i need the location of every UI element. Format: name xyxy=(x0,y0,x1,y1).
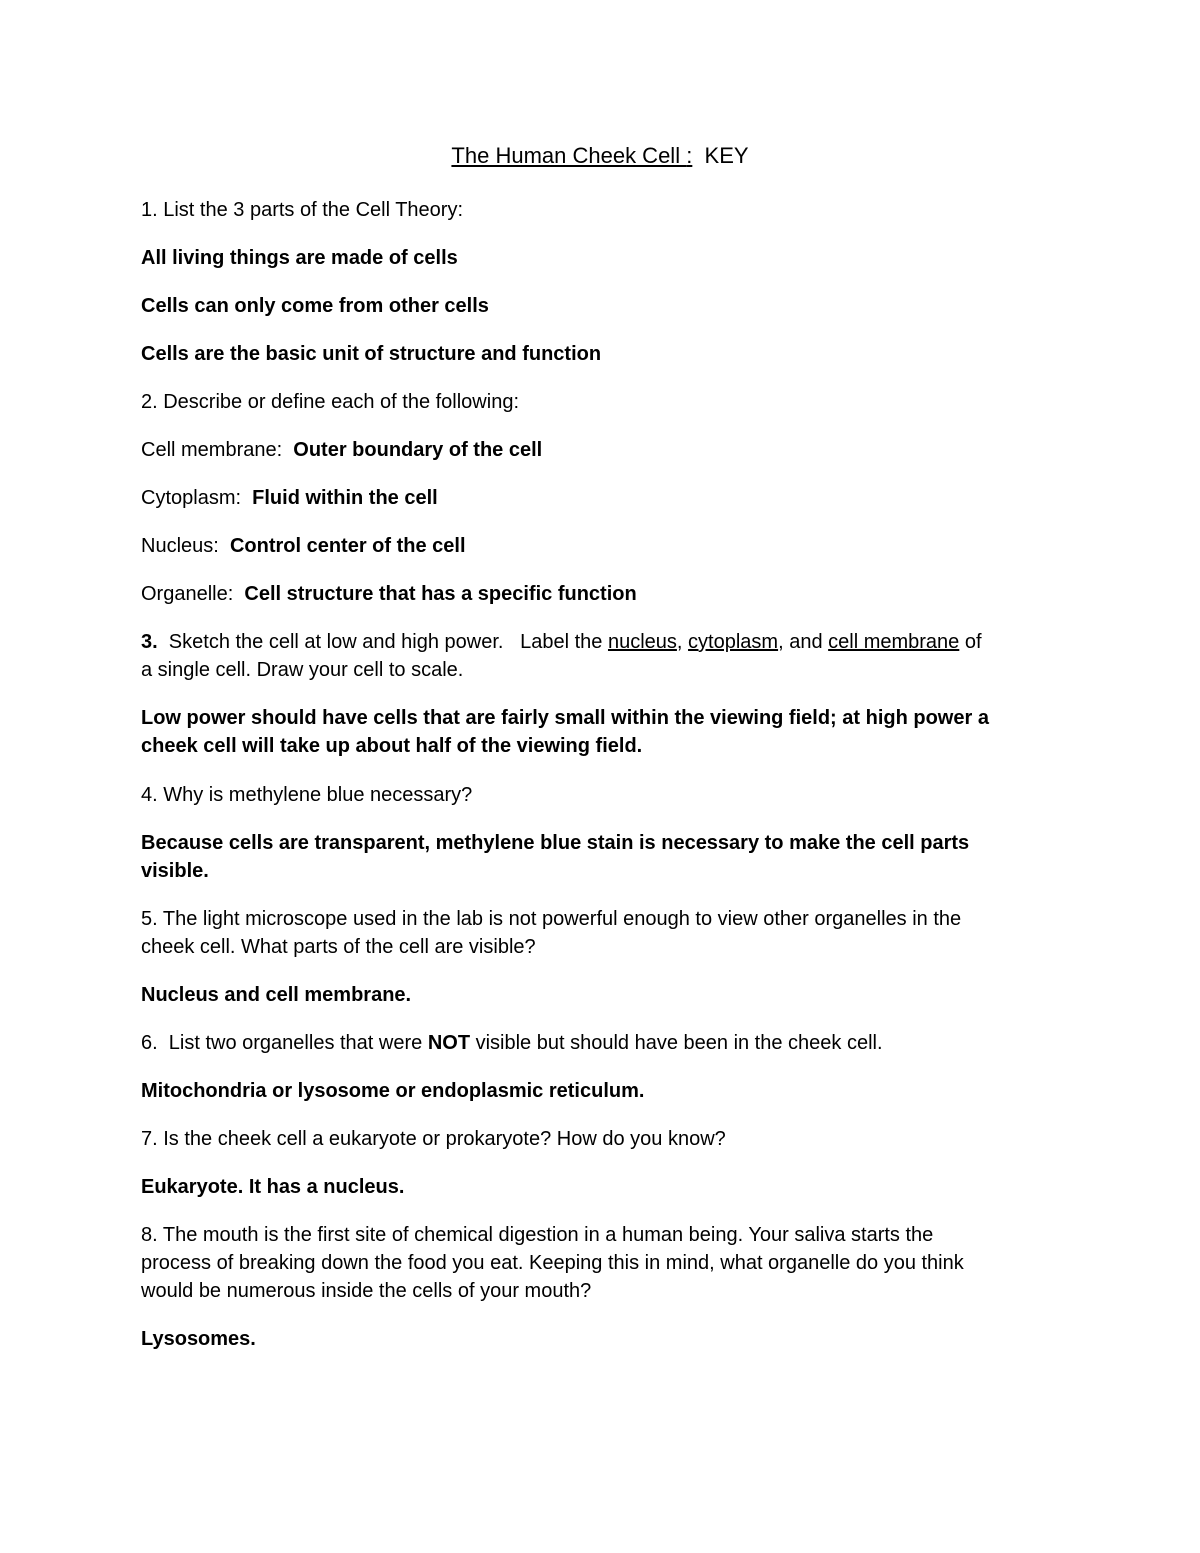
question-3-text-b: of xyxy=(959,631,982,653)
comma: , xyxy=(676,631,689,653)
title-separator: : xyxy=(686,143,693,168)
label-nucleus: nucleus xyxy=(607,631,677,653)
question-6-text-b: visible but should have been in the cheek cell. xyxy=(470,1032,883,1054)
question-7: 7. Is the cheek cell a eukaryote or prokaryote? How do you know? xyxy=(141,1128,726,1150)
answer-8: Lysosomes. xyxy=(141,1328,256,1350)
answer-4-line-1: Because cells are transparent, methylene blue stain is necessary to make the cell parts xyxy=(141,832,970,854)
answer-6: Mitochondria or lysosome or endoplasmic reticulum. xyxy=(141,1080,645,1102)
definition-nucleus xyxy=(141,532,1061,560)
question-4: 4. Why is methylene blue necessary? xyxy=(141,784,473,806)
label-cell-membrane: cell membrane xyxy=(828,631,960,653)
term-label: Nucleus: xyxy=(141,535,230,557)
question-8-line-1: 8. The mouth is the first site of chemical digestion in a human being. Your saliva starts the xyxy=(141,1224,934,1246)
definition-cytoplasm xyxy=(141,484,1061,512)
answer-3-line-1: Low power should have cells that are fairly small within the viewing field; at high power a xyxy=(141,707,989,729)
definition-organelle xyxy=(141,580,1061,608)
question-3-number: 3. xyxy=(141,631,158,653)
question-6-emphasis: NOT xyxy=(427,1032,471,1054)
term-definition: Fluid within the cell xyxy=(252,487,438,509)
question-2: 2. Describe or define each of the following: xyxy=(141,391,519,413)
answer-5: Nucleus and cell membrane. xyxy=(141,984,412,1006)
answer-1-item-3: Cells are the basic unit of structure and function xyxy=(141,343,602,365)
term-label: Cytoplasm: xyxy=(141,487,253,509)
question-1: 1. List the 3 parts of the Cell Theory: xyxy=(141,199,464,221)
question-6 xyxy=(141,1029,1061,1057)
question-3-text-a: Sketch the cell at low and high power. Label the xyxy=(157,631,608,653)
answer-7: Eukaryote. It has a nucleus. xyxy=(141,1176,405,1198)
term-label: Cell membrane: xyxy=(141,439,294,461)
question-5-line-1: 5. The light microscope used in the lab is not powerful enough to view other organelles in the xyxy=(141,908,962,930)
question-8-line-2: process of breaking down the food you eat. Keeping this in mind, what organelle do you think xyxy=(141,1252,964,1274)
term-label: Organelle: xyxy=(141,583,245,605)
question-5-line-2: cheek cell. What parts of the cell are visible? xyxy=(141,936,536,958)
question-3-line-2: a single cell. Draw your cell to scale. xyxy=(141,659,464,681)
answer-1-item-1: All living things are made of cells xyxy=(141,247,458,269)
question-3-line-1 xyxy=(141,628,1061,656)
page-title xyxy=(0,141,1200,171)
conjunction: , and xyxy=(778,631,829,653)
term-definition: Control center of the cell xyxy=(229,535,466,557)
question-6-text-a: 6. List two organelles that were xyxy=(141,1032,428,1054)
answer-4-line-2: visible. xyxy=(141,860,209,882)
answer-1-item-2: Cells can only come from other cells xyxy=(141,295,489,317)
answer-3-line-2: cheek cell will take up about half of the viewing field. xyxy=(141,735,643,757)
title-key: KEY xyxy=(692,143,749,168)
label-cytoplasm: cytoplasm xyxy=(688,631,779,653)
term-definition: Cell structure that has a specific function xyxy=(244,583,637,605)
question-8-line-3: would be numerous inside the cells of your mouth? xyxy=(141,1280,592,1302)
definition-cell-membrane xyxy=(141,436,1061,464)
title-main: The Human Cheek Cell xyxy=(451,143,687,168)
term-definition: Outer boundary of the cell xyxy=(293,439,543,461)
